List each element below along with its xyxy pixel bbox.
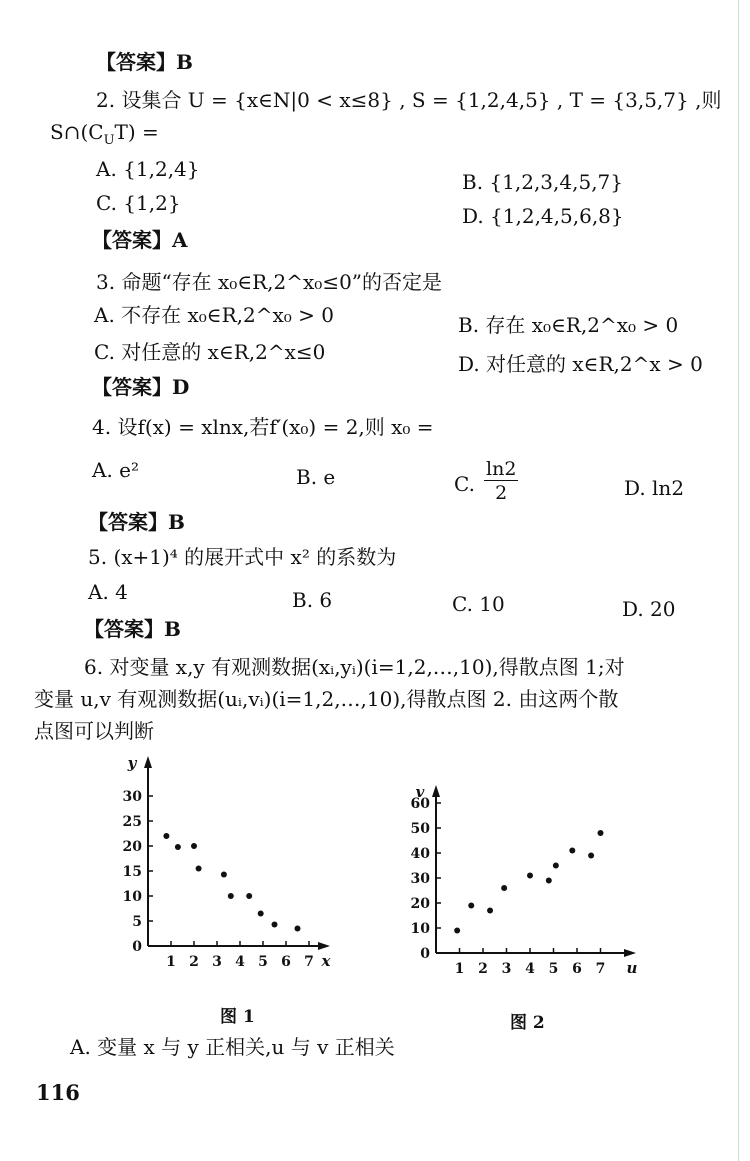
q4-option-a: A. e² — [92, 458, 140, 482]
scatter-plot-2 — [398, 783, 658, 985]
data-point — [546, 878, 552, 884]
data-point — [501, 885, 507, 891]
y-tick-label: 20 — [122, 839, 142, 855]
q2-stem-line2-sub: U — [103, 133, 115, 148]
scatter-plot-1 — [100, 754, 360, 978]
y-tick-label: 60 — [410, 796, 430, 812]
data-point — [468, 903, 474, 909]
x-tick-label: 5 — [258, 954, 268, 970]
q2-option-c: C. {1,2} — [96, 191, 181, 215]
y-tick-label: 20 — [410, 896, 430, 912]
q2-option-b: B. {1,2,3,4,5,7} — [462, 170, 623, 194]
x-axis-label: x — [321, 952, 331, 970]
data-point — [598, 830, 604, 836]
q2-stem-line1: 2. 设集合 U = {x∈N|0 < x≤8} , S = {1,2,4,5} , T = {3,5,7} ,则 — [96, 88, 722, 112]
x-tick-label: 1 — [166, 954, 176, 970]
q5-option-c: C. 10 — [452, 592, 505, 616]
data-point — [553, 863, 559, 869]
y-axis-label: v — [415, 783, 425, 801]
q6-option-a: A. 变量 x 与 y 正相关,u 与 v 正相关 — [70, 1035, 395, 1059]
q5-option-d: D. 20 — [622, 597, 676, 621]
y-tick-label: 30 — [122, 789, 142, 805]
q4-option-c-denominator: 2 — [495, 482, 508, 504]
q3-option-a: A. 不存在 x₀∈R,2^x₀ > 0 — [94, 303, 335, 327]
y-tick-label: 50 — [410, 821, 430, 837]
x-axis-label: u — [626, 959, 638, 977]
x-tick-label: 6 — [572, 961, 582, 977]
q2-stem-line2 — [50, 120, 159, 153]
q4-answer: 【答案】B — [88, 510, 185, 534]
q3-option-c: C. 对任意的 x∈R,2^x≤0 — [94, 340, 326, 364]
page-number: 116 — [36, 1080, 80, 1105]
q2-option-d: D. {1,2,4,5,6,8} — [462, 204, 624, 228]
page-edge-line — [738, 0, 739, 1161]
q5-option-b: B. 6 — [292, 588, 333, 612]
y-tick-label: 15 — [122, 864, 142, 880]
x-tick-label: 6 — [281, 954, 291, 970]
x-axis-arrow — [318, 942, 330, 950]
data-point — [163, 833, 169, 839]
q3-option-b: B. 存在 x₀∈R,2^x₀ > 0 — [458, 313, 679, 337]
q4-stem: 4. 设f(x) = xlnx,若f′(x₀) = 2,则 x₀ = — [92, 415, 434, 439]
q3-option-d: D. 对任意的 x∈R,2^x > 0 — [458, 352, 703, 376]
q2-option-a: A. {1,2,4} — [96, 157, 200, 181]
x-tick-label: 7 — [595, 961, 606, 977]
x-tick-label: 3 — [212, 954, 222, 970]
y-tick-label: 25 — [122, 814, 142, 830]
q1-answer: 【答案】B — [96, 50, 193, 74]
data-point — [258, 911, 264, 917]
q5-answer: 【答案】B — [84, 617, 181, 641]
y-tick-label: 10 — [122, 889, 142, 905]
x-tick-label: 4 — [525, 961, 535, 977]
x-axis-arrow — [624, 949, 636, 957]
x-tick-label: 1 — [454, 961, 465, 977]
data-point — [175, 844, 181, 850]
data-point — [246, 893, 252, 899]
data-point — [487, 908, 493, 914]
data-point — [527, 873, 533, 879]
y-tick-label: 0 — [132, 939, 142, 955]
x-tick-label: 4 — [235, 954, 245, 970]
data-point — [295, 926, 301, 932]
q6-stem-line1: 6. 对变量 x,y 有观测数据(xᵢ,yᵢ)(i=1,2,…,10),得散点图 1;对 — [84, 655, 625, 679]
data-point — [569, 848, 575, 854]
q5-stem: 5. (x+1)⁴ 的展开式中 x² 的系数为 — [88, 545, 397, 569]
q6-stem-line3: 点图可以判断 — [34, 719, 154, 743]
q2-stem-line2-a: S∩(C — [50, 120, 104, 144]
y-tick-label: 5 — [132, 914, 142, 930]
q3-stem: 3. 命题“存在 x₀∈R,2^x₀≤0”的否定是 — [96, 270, 443, 294]
y-tick-label: 10 — [410, 921, 430, 937]
y-axis-arrow — [432, 785, 440, 797]
data-point — [196, 866, 202, 872]
figure-1-caption: 图 1 — [220, 1007, 255, 1027]
q4-option-b: B. e — [296, 465, 336, 489]
q5-option-a: A. 4 — [88, 580, 128, 604]
x-tick-label: 2 — [478, 961, 488, 977]
x-tick-label: 7 — [304, 954, 314, 970]
x-tick-label: 2 — [189, 954, 199, 970]
y-tick-label: 40 — [410, 846, 430, 862]
data-point — [191, 843, 197, 849]
y-axis-label: y — [127, 754, 137, 772]
y-axis-arrow — [144, 756, 152, 768]
data-point — [454, 928, 460, 934]
x-tick-label: 3 — [501, 961, 512, 977]
y-tick-label: 0 — [420, 946, 430, 962]
data-point — [228, 893, 234, 899]
figure-2-caption: 图 2 — [510, 1013, 545, 1033]
q4-option-d: D. ln2 — [624, 476, 685, 500]
q4-option-c-numerator: ln2 — [486, 458, 517, 480]
q2-answer: 【答案】A — [92, 228, 188, 252]
x-tick-label: 5 — [548, 961, 559, 977]
q4-option-c-fraction — [484, 458, 518, 505]
q2-stem-line2-b: T) = — [114, 120, 159, 144]
data-point — [588, 853, 594, 859]
data-point — [221, 872, 227, 878]
y-tick-label: 30 — [410, 871, 430, 887]
data-point — [272, 922, 278, 928]
q6-stem-line2: 变量 u,v 有观测数据(uᵢ,vᵢ)(i=1,2,…,10),得散点图 2. 由这两个散 — [34, 687, 619, 711]
q4-option-c-label: C. — [454, 472, 475, 496]
q3-answer: 【答案】D — [92, 375, 190, 399]
